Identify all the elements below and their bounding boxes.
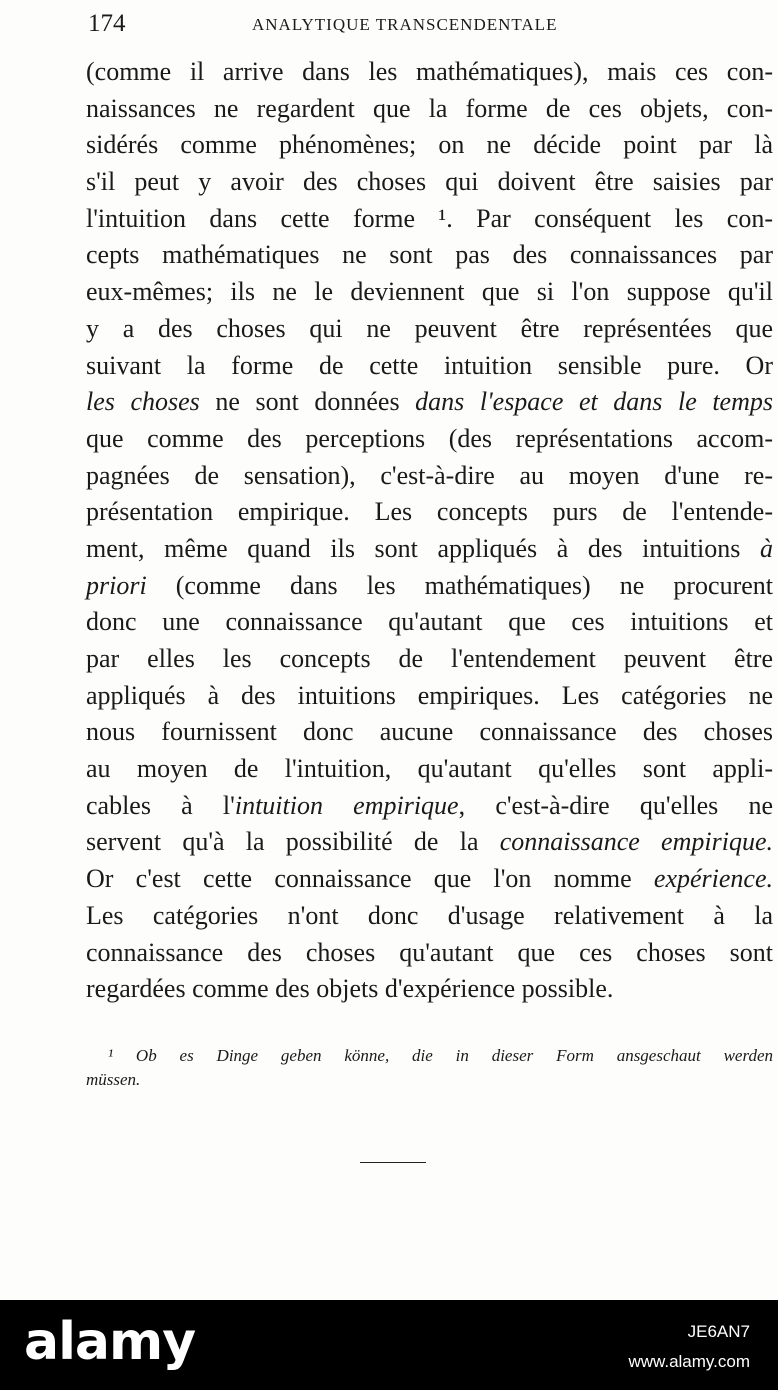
- text-line: [86, 568, 773, 605]
- italic-phrase: intuition empirique: [234, 790, 459, 820]
- stock-site-url[interactable]: www.alamy.com: [628, 1352, 750, 1371]
- page-number: 174: [88, 10, 126, 37]
- text-run: l'intuition dans cette forme ¹. Par conséquent les con-: [86, 203, 773, 233]
- italic-phrase: les choses: [86, 387, 200, 417]
- italic-phrase: à: [760, 533, 773, 563]
- section-divider: [360, 1162, 426, 1163]
- text-run: servent qu'à la possibilité de la: [86, 827, 500, 857]
- text-run: , c'est-à-dire qu'elles ne: [458, 790, 773, 820]
- text-line: [86, 91, 773, 128]
- text-line: [86, 458, 773, 495]
- text-line: [86, 714, 773, 751]
- text-run: (comme il arrive dans les mathématiques), mais ces con-: [86, 57, 773, 86]
- italic-phrase: dans l'espace et dans le temps: [415, 387, 773, 417]
- text-run: naissances ne regardent que la forme de ces objets, con-: [86, 93, 773, 123]
- text-run: ne sont données: [199, 387, 416, 417]
- text-line: [86, 348, 773, 385]
- text-run: s'il peut y avoir des choses qui doivent être saisies par: [86, 167, 773, 197]
- text-run: cepts mathématiques ne sont pas des connaissances par: [86, 240, 773, 270]
- text-line: [86, 311, 773, 348]
- text-line: [86, 164, 773, 201]
- text-line: [86, 641, 773, 678]
- text-run: regardées comme des objets d'expérience possible.: [86, 974, 614, 1004]
- text-line: [86, 237, 773, 274]
- italic-phrase: priori: [86, 570, 147, 600]
- text-run: nous fournissent donc aucune connaissance des choses: [86, 717, 773, 747]
- text-line: [86, 751, 773, 788]
- text-line: [86, 604, 773, 641]
- text-run: Les catégories n'ont donc d'usage relativement à la: [86, 900, 773, 930]
- image-id: JE6AN7: [687, 1322, 750, 1341]
- text-line: [86, 898, 773, 935]
- page-header: [82, 10, 702, 36]
- text-line: [86, 54, 773, 91]
- text-line: [86, 788, 773, 825]
- text-line: [86, 824, 773, 861]
- text-line: [86, 494, 773, 531]
- text-run: Or c'est cette connaissance que l'on nomme: [86, 864, 654, 894]
- body-text: [86, 54, 773, 1008]
- text-run: que comme des perceptions (des représentations accom-: [86, 423, 773, 453]
- text-run: suivant la forme de cette intuition sensible pure. Or: [86, 350, 773, 380]
- text-run: sidérés comme phénomènes; on ne décide point par là: [86, 130, 773, 160]
- text-line: [86, 861, 773, 898]
- text-run: (comme dans les mathématiques) ne procurent: [146, 570, 773, 600]
- text-line: [86, 201, 773, 238]
- text-run: par elles les concepts de l'entendement peuvent être: [86, 644, 773, 673]
- text-run: ment, même quand ils sont appliqués à des intuitions: [86, 533, 760, 563]
- text-run: appliqués à des intuitions empiriques. Les catégories ne: [86, 680, 773, 710]
- text-run: cables à l': [86, 790, 235, 820]
- text-line: [86, 274, 773, 311]
- text-run: présentation empirique. Les concepts purs de l'entende-: [86, 497, 773, 527]
- italic-phrase: expérience.: [653, 864, 773, 894]
- footnote-line: ¹ Ob es Dinge geben könne, die in dieser Form ansgeschaut werden: [108, 1046, 773, 1065]
- footnote-line: müssen.: [86, 1070, 141, 1089]
- text-line: [86, 531, 773, 568]
- text-run: eux-mêmes; ils ne le deviennent que si l'on suppose qu'il: [86, 277, 773, 307]
- text-line: [86, 421, 773, 458]
- footnote: [86, 1044, 773, 1092]
- text-line: [86, 384, 773, 421]
- text-line: [86, 678, 773, 715]
- text-run: au moyen de l'intuition, qu'autant qu'elles sont appli-: [86, 754, 773, 784]
- text-line: [86, 971, 773, 1008]
- text-line: [86, 935, 773, 972]
- italic-phrase: connaissance empirique.: [499, 827, 773, 857]
- text-run: donc une connaissance qu'autant que ces intuitions et: [86, 607, 773, 637]
- alamy-logo: alamy: [24, 1312, 196, 1372]
- running-head: ANALYTIQUE TRANSCENDENTALE: [252, 15, 558, 34]
- text-run: y a des choses qui ne peuvent être représentées que: [86, 313, 773, 343]
- watermark-bar: [0, 1300, 778, 1390]
- text-run: connaissance des choses qu'autant que ces choses sont: [86, 937, 773, 967]
- text-run: pagnées de sensation), c'est-à-dire au moyen d'une re-: [86, 460, 773, 490]
- text-line: [86, 127, 773, 164]
